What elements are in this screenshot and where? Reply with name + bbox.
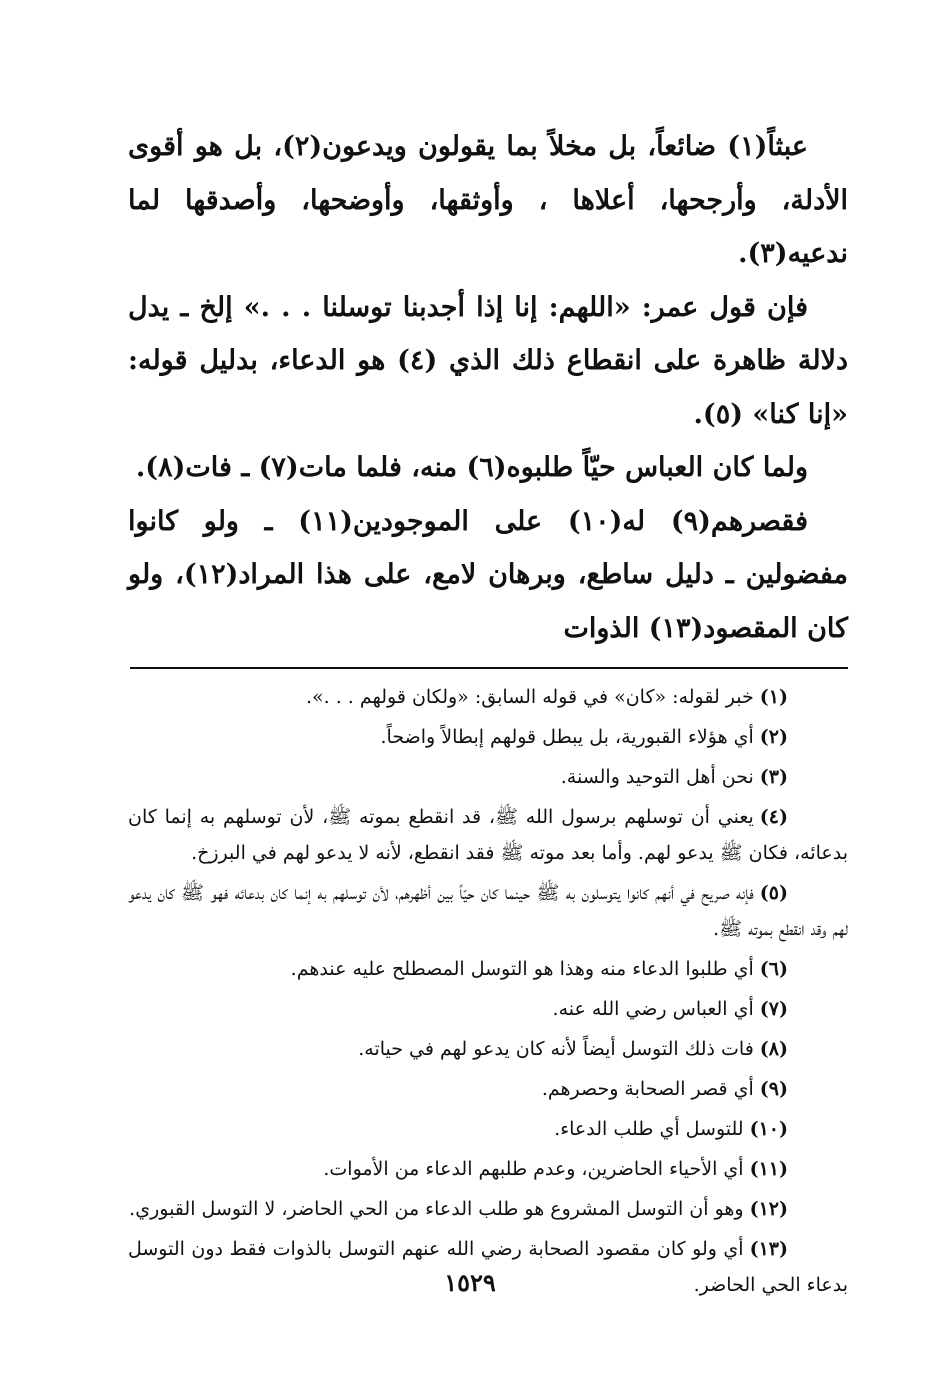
footnote-10 [128, 1111, 848, 1147]
footnote-3 [128, 759, 848, 795]
footnote-1 [128, 679, 848, 715]
footnote-text: أي قصر الصحابة وحصرهم. [541, 1078, 754, 1100]
footnote-number: (١) [759, 686, 788, 708]
footnote-number: (٨) [759, 1038, 788, 1060]
body-paragraph-4: فقصرهم(٩) له(١٠) على الموجودين(١١) ـ ولو كانوا مفضولين ـ دليل ساطع، وبرهان لامع، على هذا المراد(١٢)، ولو كان المقصود(١٣) الذوات [128, 505, 848, 644]
footnote-number: (٢) [759, 726, 788, 748]
page-number: ١٥٢٩ [444, 1268, 496, 1297]
page-content [128, 120, 848, 1307]
footnote-number: (٧) [759, 998, 788, 1020]
body-paragraph-1: عبثاً(١) ضائعاً، بل مخلاً بما يقولون ويدعون(٢)، بل هو أقوى الأدلة، وأرجحها، أعلاها ، وأوثقها، وأوضحها، وأصدقها لما ندعيه(٣). [128, 131, 848, 269]
footnote-5 [128, 875, 848, 947]
footnote-text: أي العباس رضي الله عنه. [552, 998, 754, 1020]
footnotes [128, 679, 848, 1303]
footnote-number: (١٣) [749, 1238, 788, 1260]
footnote-text: أي الأحياء الحاضرين، وعدم طلبهم الدعاء من الأموات. [323, 1158, 744, 1180]
footnote-8 [128, 1031, 848, 1067]
footnote-number: (١١) [749, 1158, 788, 1180]
footnote-7 [128, 991, 848, 1027]
footnote-text: أي ولو كان مقصود الصحابة رضي الله عنهم التوسل بالذوات فقط دون التوسل بدعاء الحي الحاضر. [128, 1238, 848, 1296]
footnote-4 [128, 799, 848, 871]
footnote-text: أي طلبوا الدعاء منه وهذا هو التوسل المصطلح عليه عندهم. [290, 958, 754, 980]
footnote-number: (٥) [759, 882, 788, 904]
main-text [128, 120, 848, 655]
footnote-text: فات ذلك التوسل أيضاً لأنه كان يدعو لهم في حياته. [358, 1038, 754, 1060]
footnote-number: (٦) [759, 958, 788, 980]
footnote-number: (٩) [759, 1078, 788, 1100]
footnote-number: (١٠) [749, 1118, 788, 1140]
footnote-text: نحن أهل التوحيد والسنة. [560, 766, 754, 788]
footnote-12 [128, 1191, 848, 1227]
body-paragraph-3: ولما كان العباس حيّاً طلبوه(٦) منه، فلما مات(٧) ـ فات(٨). [135, 452, 808, 483]
footnote-2 [128, 719, 848, 755]
footnote-11 [128, 1151, 848, 1187]
footnote-text: فإنه صريح في أنهم كانوا يتوسلون به ﷺ حينما كان حيّاً بين أظهرهم، لأن توسلهم به إنما كان بدعائه فهو ﷺ كان يدعو لهم وقد انقطع بموته ﷺ. [128, 882, 848, 940]
footnote-9 [128, 1071, 848, 1107]
footnote-number: (٤) [759, 806, 788, 828]
footnote-text: يعني أن توسلهم برسول الله ﷺ، قد انقطع بموته ﷺ، لأن توسلهم به إنما كان بدعائه، فكان ﷺ يدعو لهم. وأما بعد موته ﷺ فقد انقطع، لأنه لا يدعو لهم في البرزخ. [128, 806, 848, 864]
footnote-text: للتوسل أي طلب الدعاء. [554, 1118, 744, 1140]
footnote-separator [130, 667, 848, 669]
footnote-number: (٣) [759, 766, 788, 788]
footnote-number: (١٢) [749, 1198, 788, 1220]
footnote-text: أي هؤلاء القبورية، بل يبطل قولهم إبطالاً واضحاً. [380, 726, 754, 748]
footnote-text: خبر لقوله: «كان» في قوله السابق: «ولكان قولهم . . .». [305, 686, 754, 708]
footnote-6 [128, 951, 848, 987]
body-paragraph-2: فإن قول عمر: «اللهم: إنا إذا أجدبنا توسلنا . . .» إلخ ـ يدل دلالة ظاهرة على انقطاع ذلك الذي (٤) هو الدعاء، بدليل قوله: «إنا كنا» (٥). [128, 291, 848, 430]
footnote-text: وهو أن التوسل المشروع هو طلب الدعاء من الحي الحاضر، لا التوسل القبوري. [129, 1198, 744, 1220]
